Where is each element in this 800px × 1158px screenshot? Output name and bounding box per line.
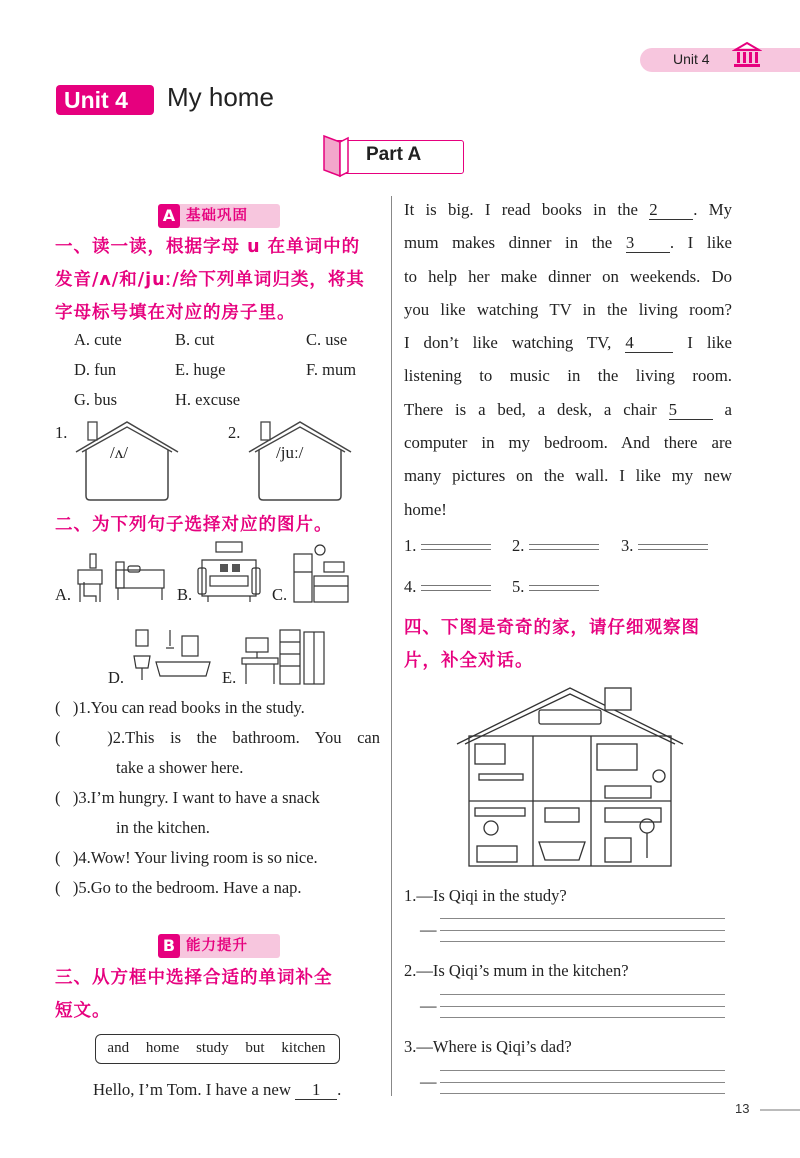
answer-label: 5. (512, 577, 525, 596)
q4-question (404, 961, 629, 981)
option-word: excuse (195, 390, 241, 409)
write-line[interactable] (440, 1017, 725, 1018)
q1-option (74, 390, 117, 410)
answer-label: 1. (404, 536, 417, 555)
living-room-picture (196, 540, 262, 604)
q1-heading-line: 发音/ʌ/和/juː/给下列单词归类，将其 (55, 270, 365, 290)
blank-number: 1 (311, 1080, 321, 1099)
blank-3[interactable] (626, 234, 670, 253)
passage-right (404, 193, 732, 526)
pillar-building-icon (732, 40, 762, 70)
q4-heading-line: 四、下图是奇奇的家，请仔细观察图 (404, 618, 700, 638)
answer-paren[interactable]: ( ) (55, 848, 79, 867)
q1-option (175, 360, 225, 380)
q1-heading-line: 一、读一读，根据字母 u 在单词中的 (55, 237, 361, 257)
q3-heading (55, 962, 385, 1028)
q1-heading (55, 231, 385, 330)
option-letter: H. (175, 390, 192, 409)
picture-label: B. (177, 585, 193, 604)
item-text: Wow! Your living room is so nice. (90, 848, 318, 867)
option-letter: A. (74, 330, 91, 349)
passage-text: mum makes dinner in the (404, 233, 613, 253)
answer-blank[interactable] (421, 544, 491, 550)
option-letter: E. (175, 360, 190, 379)
question-text: —Is Qiqi in the study? (416, 886, 567, 905)
word-option: but (245, 1039, 265, 1056)
blank-number: 4 (625, 333, 634, 353)
answer-label: 4. (404, 577, 417, 596)
section-a-badge (158, 204, 280, 228)
passage-text: listening to music in the living room. (404, 366, 732, 386)
q2-heading: 二、为下列句子选择对应的图片。 (55, 515, 333, 535)
item-number: 2. (112, 728, 126, 747)
write-line[interactable] (440, 1070, 725, 1071)
option-letter: C. (306, 330, 322, 349)
part-label: Part A (366, 144, 422, 165)
item-number: 1. (78, 698, 91, 717)
page-number-rule (760, 1109, 800, 1111)
item-text: I’m hungry. I want to have a snack (90, 788, 320, 807)
answer-blank[interactable] (421, 585, 491, 591)
answer-line-3 (621, 536, 708, 556)
answer-label: 3. (621, 536, 634, 555)
unit-title: My home (167, 82, 274, 112)
answer-line-4 (404, 577, 491, 597)
question-text: —Where is Qiqi’s dad? (416, 1037, 572, 1056)
passage-text: I like (687, 333, 732, 353)
option-word: bus (94, 390, 118, 409)
passage-text: many pictures on the wall. I like my new (404, 466, 732, 486)
write-line[interactable] (440, 1093, 725, 1094)
q4-dash: — (420, 996, 437, 1015)
section-a-letter: A (158, 204, 180, 228)
q2-item (55, 843, 385, 873)
word-option: home (145, 1039, 180, 1056)
page-number: 13 (735, 1101, 750, 1116)
question-number: 1. (404, 886, 417, 905)
q3-heading-line: 短文。 (55, 1001, 111, 1021)
answer-line-5 (512, 577, 599, 597)
book-icon (322, 132, 350, 178)
write-line[interactable] (440, 918, 725, 919)
passage-text: . I like (669, 233, 732, 253)
unit-label: Unit 4 (64, 87, 128, 113)
q2-item (55, 723, 385, 783)
q4-question (404, 1037, 572, 1057)
blank-number: 5 (668, 399, 678, 419)
passage-line: Hello, I’m Tom. I have a new 1 . (93, 1080, 342, 1099)
item-number: 5. (78, 878, 91, 897)
passage-text: There is a bed, a desk, a chair (404, 399, 657, 419)
blank-5[interactable] (669, 401, 713, 420)
q2-item (55, 873, 385, 903)
house-number: 1. (55, 423, 68, 442)
picture-label: A. (55, 585, 72, 604)
q4-dash: — (420, 920, 437, 939)
answer-blank[interactable] (529, 585, 599, 591)
q1-option (306, 330, 347, 350)
item-number: 4. (78, 848, 91, 867)
write-line[interactable] (440, 1006, 725, 1007)
passage-text: a (724, 399, 732, 419)
q3-heading-line: 三、从方框中选择合适的单词补全 (55, 968, 333, 988)
house-sound: /juː/ (276, 443, 304, 462)
item-number: 3. (78, 788, 91, 807)
passage-text: to help her make dinner on weekends. Do (404, 266, 732, 286)
section-a-name: 基础巩固 (186, 208, 248, 224)
option-word: mum (322, 360, 357, 379)
q1-option (175, 390, 240, 410)
passage-text: Hello, I’m Tom. I have a new (93, 1080, 291, 1099)
write-line[interactable] (440, 994, 725, 995)
unit-header-tab (640, 48, 800, 72)
write-line[interactable] (440, 941, 725, 942)
word-box-row (95, 1034, 338, 1062)
question-number: 2. (404, 961, 417, 980)
picture-label: E. (222, 668, 237, 687)
blank-number: 3 (625, 233, 635, 253)
section-b-badge (158, 934, 280, 958)
option-word: use (325, 330, 348, 349)
passage-text: computer in my bedroom. And there are (404, 433, 732, 453)
blank-4[interactable] (625, 334, 673, 353)
option-letter: B. (175, 330, 191, 349)
option-word: cute (94, 330, 122, 349)
picture-label: C. (272, 585, 288, 604)
picture-label: D. (108, 668, 125, 687)
answer-paren[interactable]: ( ) (55, 728, 113, 747)
question-text: —Is Qiqi’s mum in the kitchen? (416, 961, 629, 980)
word-option: study (196, 1039, 229, 1056)
house-number: 2. (228, 423, 241, 442)
answer-blank[interactable] (529, 544, 599, 550)
write-line[interactable] (440, 1082, 725, 1083)
q1-option (74, 360, 116, 380)
answer-line-2 (512, 536, 599, 556)
answer-label: 2. (512, 536, 525, 555)
write-line[interactable] (440, 930, 725, 931)
q4-question (404, 886, 567, 906)
blank-1[interactable] (295, 1081, 337, 1100)
passage-text: . My (693, 200, 733, 219)
item-text: in the kitchen. (116, 818, 210, 837)
option-letter: D. (74, 360, 91, 379)
question-number: 3. (404, 1037, 417, 1056)
q2-item (55, 693, 385, 723)
option-word: cut (194, 330, 215, 349)
column-divider (391, 196, 392, 1096)
word-option: and (107, 1039, 130, 1056)
bedroom-picture (76, 548, 166, 604)
item-text: take a shower here. (116, 758, 244, 777)
passage-text: It is big. I read books in the (404, 200, 638, 219)
item-text: Go to the bedroom. Have a nap. (90, 878, 302, 897)
blank-2[interactable] (649, 201, 693, 220)
study-picture (240, 628, 326, 686)
answer-paren[interactable]: ( ) (55, 698, 79, 717)
item-text: This is the bathroom. You can (125, 728, 380, 747)
q1-option (74, 330, 122, 350)
q1-option (306, 360, 356, 380)
q1-option (175, 330, 214, 350)
house-sound: /ʌ/ (110, 443, 128, 462)
answer-paren[interactable]: ( ) (55, 878, 79, 897)
bathroom-picture (130, 626, 212, 682)
answer-blank[interactable] (638, 544, 708, 550)
answer-paren[interactable]: ( ) (55, 788, 79, 807)
passage-text: you like watching TV in the living room? (404, 299, 732, 319)
option-letter: F. (306, 360, 318, 379)
option-word: huge (193, 360, 226, 379)
answer-line-1 (404, 536, 491, 556)
q4-dash: — (420, 1072, 437, 1091)
qiqi-house-picture (455, 686, 685, 871)
kitchen-picture (292, 542, 350, 604)
q2-item (55, 783, 385, 843)
section-b-name: 能力提升 (186, 938, 248, 954)
passage-text: home! (404, 499, 447, 519)
section-b-letter: B (158, 934, 180, 958)
q4-heading (404, 612, 734, 678)
item-text: You can read books in the study. (90, 698, 305, 717)
unit-header-label: Unit 4 (673, 51, 710, 67)
q4-heading-line: 片，补全对话。 (404, 651, 534, 671)
passage-text: I don’t like watching TV, (404, 333, 612, 353)
option-letter: G. (74, 390, 91, 409)
blank-number: 2 (649, 200, 658, 219)
q1-heading-line: 字母标号填在对应的房子里。 (55, 303, 296, 323)
word-option: kitchen (281, 1039, 326, 1056)
option-word: fun (94, 360, 117, 379)
